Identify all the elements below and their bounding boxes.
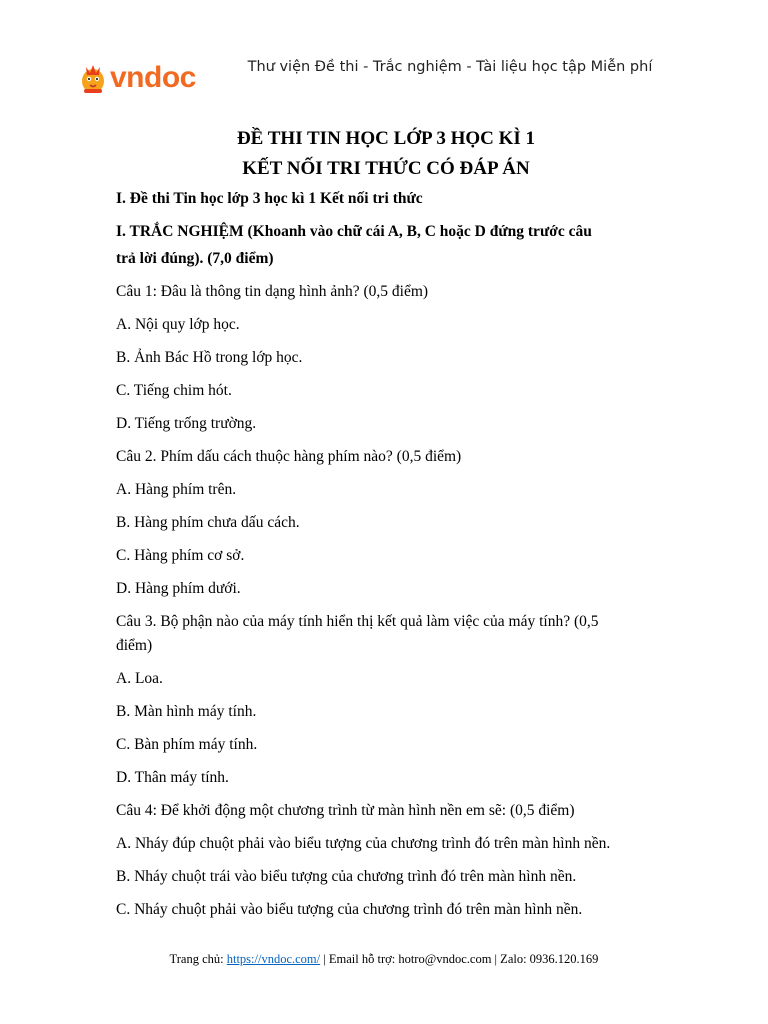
q3-option-c: C. Bàn phím máy tính.: [116, 736, 258, 753]
part-heading-line1: I. TRẮC NGHIỆM (Khoanh vào chữ cái A, B, C hoặc D đứng trước câu: [116, 223, 592, 240]
footer-contact: | Email hỗ trợ: hotro@vndoc.com | Zalo: 0936.120.169: [320, 952, 599, 966]
vndoc-logo[interactable]: [78, 58, 196, 98]
q3-option-a: A. Loa.: [116, 670, 163, 687]
section-heading: I. Đề thi Tin học lớp 3 học kì 1 Kết nối tri thức: [116, 190, 423, 207]
footer-prefix: Trang chủ:: [169, 952, 227, 966]
mascot-icon: [78, 61, 108, 95]
document-body: [116, 124, 656, 921]
page-footer: [0, 952, 768, 967]
q3-option-d: D. Thân máy tính.: [116, 769, 229, 786]
question-4: Câu 4: Để khởi động một chương trình từ màn hình nền em sẽ: (0,5 điểm): [116, 802, 575, 819]
q2-option-d: D. Hàng phím dưới.: [116, 580, 241, 597]
q4-option-b: B. Nháy chuột trái vào biểu tượng của chương trình đó trên màn hình nền.: [116, 868, 577, 885]
question-3-line1: Câu 3. Bộ phận nào của máy tính hiển thị kết quả làm việc của máy tính? (0,5: [116, 613, 599, 630]
part-heading-line2: trả lời đúng). (7,0 điểm): [116, 250, 274, 267]
homepage-link[interactable]: https://vndoc.com/: [226, 952, 321, 966]
logo-text: vndoc: [110, 61, 196, 94]
q2-option-b: B. Hàng phím chưa dấu cách.: [116, 514, 300, 531]
q2-option-a: A. Hàng phím trên.: [116, 481, 237, 498]
question-3-line2: điểm): [116, 637, 153, 654]
page-header: [0, 0, 768, 100]
q4-option-a: A. Nháy đúp chuột phải vào biểu tượng của chương trình đó trên màn hình nền.: [116, 835, 611, 852]
doc-title-line2: KẾT NỐI TRI THỨC CÓ ĐÁP ÁN: [242, 158, 530, 179]
question-2: Câu 2. Phím dấu cách thuộc hàng phím nào? (0,5 điểm): [116, 448, 462, 465]
q4-option-c: C. Nháy chuột phải vào biểu tượng của chương trình đó trên màn hình nền.: [116, 901, 583, 918]
question-1: Câu 1: Đâu là thông tin dạng hình ảnh? (0,5 điểm): [116, 283, 429, 300]
q1-option-c: C. Tiếng chim hót.: [116, 382, 232, 399]
header-tagline: Thư viện Đề thi - Trắc nghiệm - Tài liệu học tập Miễn phí: [247, 59, 653, 75]
q2-option-c: C. Hàng phím cơ sở.: [116, 547, 245, 564]
q3-option-b: B. Màn hình máy tính.: [116, 703, 257, 720]
q1-option-b: B. Ảnh Bác Hồ trong lớp học.: [116, 349, 303, 366]
q1-option-a: A. Nội quy lớp học.: [116, 316, 240, 333]
doc-title-line1: ĐỀ THI TIN HỌC LỚP 3 HỌC KÌ 1: [236, 128, 536, 149]
q1-option-d: D. Tiếng trống trường.: [116, 415, 257, 432]
